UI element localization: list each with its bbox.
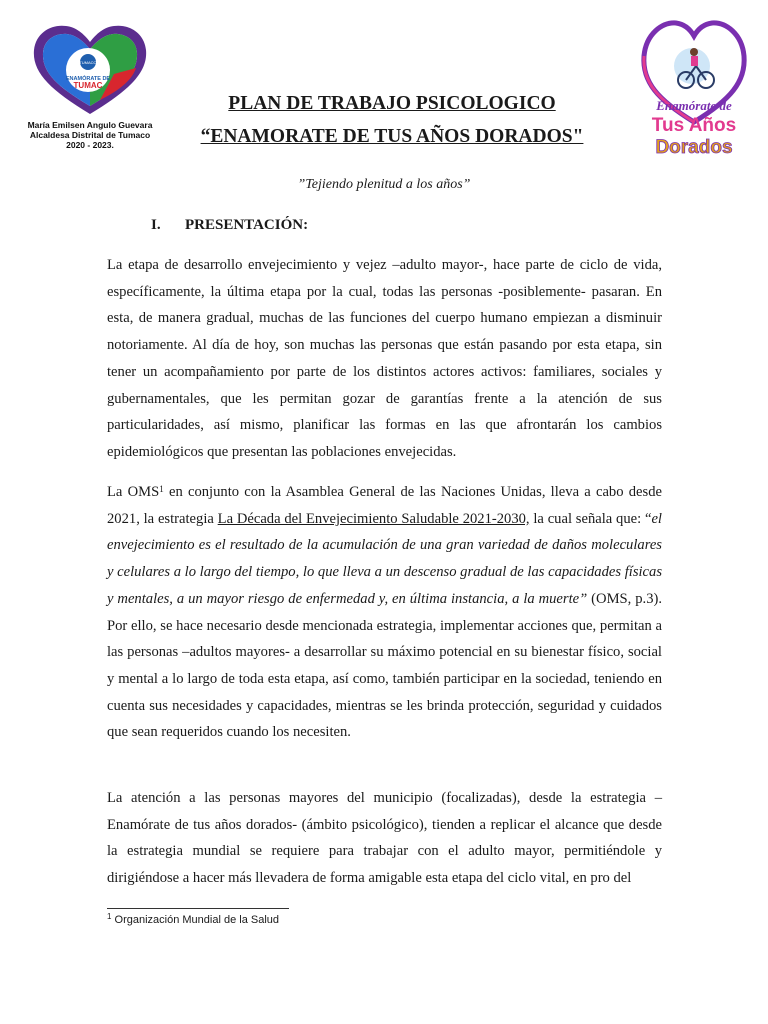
paragraph-2-text: (OMS, p.3). Por ello, se hace necesario desde mencionada estrategia, implementar acciones que, permitan a las personas –adultos mayores- a desarrollar su máximo potencial en su bienestar físico, social y mental a lo largo de toda esta etapa, así como, también participar en la sociedad, teniendo en cuenta sus necesidades y capacidades, mientras se les brinda protección, seguridad y cuidados que sean requeridos cuando los necesiten. [107,590,663,741]
paragraph-2-text: la cual señala que: “ [529,510,652,527]
footnote-text: Organización Mundial de la Salud [111,914,279,926]
section-title: PRESENTACIÓN: [185,217,309,233]
document-title: PLAN DE TRABAJO PSICOLOGICO [228,93,556,114]
svg-text:Enamórate de: Enamórate de [656,98,732,113]
document-subtitle: “ENAMORATE DE TUS AÑOS DORADOS" [200,126,584,147]
caption-office: Alcaldesa Distrital de Tumaco [29,130,151,140]
paragraph-2 [107,479,662,746]
footnote-reference[interactable]: 1 [159,484,164,494]
footnote-number: 1 [107,912,112,921]
caption-years: 2020 - 2023. [66,140,114,150]
paragraph-2-text: La OMS [107,484,160,500]
svg-text:Tus Años: Tus Años [651,115,737,136]
svg-text:Dorados: Dorados [655,137,733,158]
paragraph-1: La etapa de desarrollo envejecimiento y vejez –adulto mayor-, hace parte de ciclo de vida, específicamente, la última etapa por la cual, todas las personas -posiblemente- pasaran. En esta, de manera gradual, muchas de las funciones del cuerpo humano empiezan a disminuir notoriamente. Al día de hoy, son muchas las personas que están pasando por esta etapa, sin tener un acompañamiento por parte de los distintos actores activos: familiares, sociales y gubernamentales, que les permitan gozar de garantías frente a la atención de sus particularidades, así mismo, planificar las formas en las que afrontarán los cambios epidemiológicos que presentan las poblaciones envejecidas. [107,257,662,460]
section-heading [151,217,308,234]
svg-text:TUMAC: TUMAC [73,81,103,90]
tagline: ”Tejiendo plenitud a los años” [297,177,471,192]
footnote-divider [107,908,289,909]
caption-name: María Emilsen Angulo Guevara [27,120,153,130]
svg-text:TUMACO: TUMACO [79,60,97,65]
svg-text:ENAMÓRATE DE: ENAMÓRATE DE [65,76,111,82]
oms-quote: el envejecimiento es el resultado de la acumulación de una gran variedad de daños moleculares y celulares a lo largo del tiempo, lo que lleva a un descenso gradual de las capacidades físicas y mentales, a un mayor riesgo de enfermedad y, en última instancia, a la muerte” [107,510,663,607]
paragraph-3: La atención a las personas mayores del municipio (focalizadas), desde la estrategia –Enamórate de tus años dorados- (ámbito psicológico), tienden a replicar el alcance que desde la estrategia mundial se requiere para trabajar con el adulto mayor, permitiéndole y dirigiéndose a hacer más llevadera de forma amigable esta etapa del ciclo vital, en pro del [107,790,662,887]
section-number: I. [151,217,161,233]
paragraph-2-text: en conjunto con la Asamblea General de las Naciones Unidas, lleva a cabo desde 2021, la estrategia [107,484,662,527]
strategy-link[interactable]: La Década del Envejecimiento Saludable 2021-2030, [217,510,530,527]
footnote [107,914,279,926]
